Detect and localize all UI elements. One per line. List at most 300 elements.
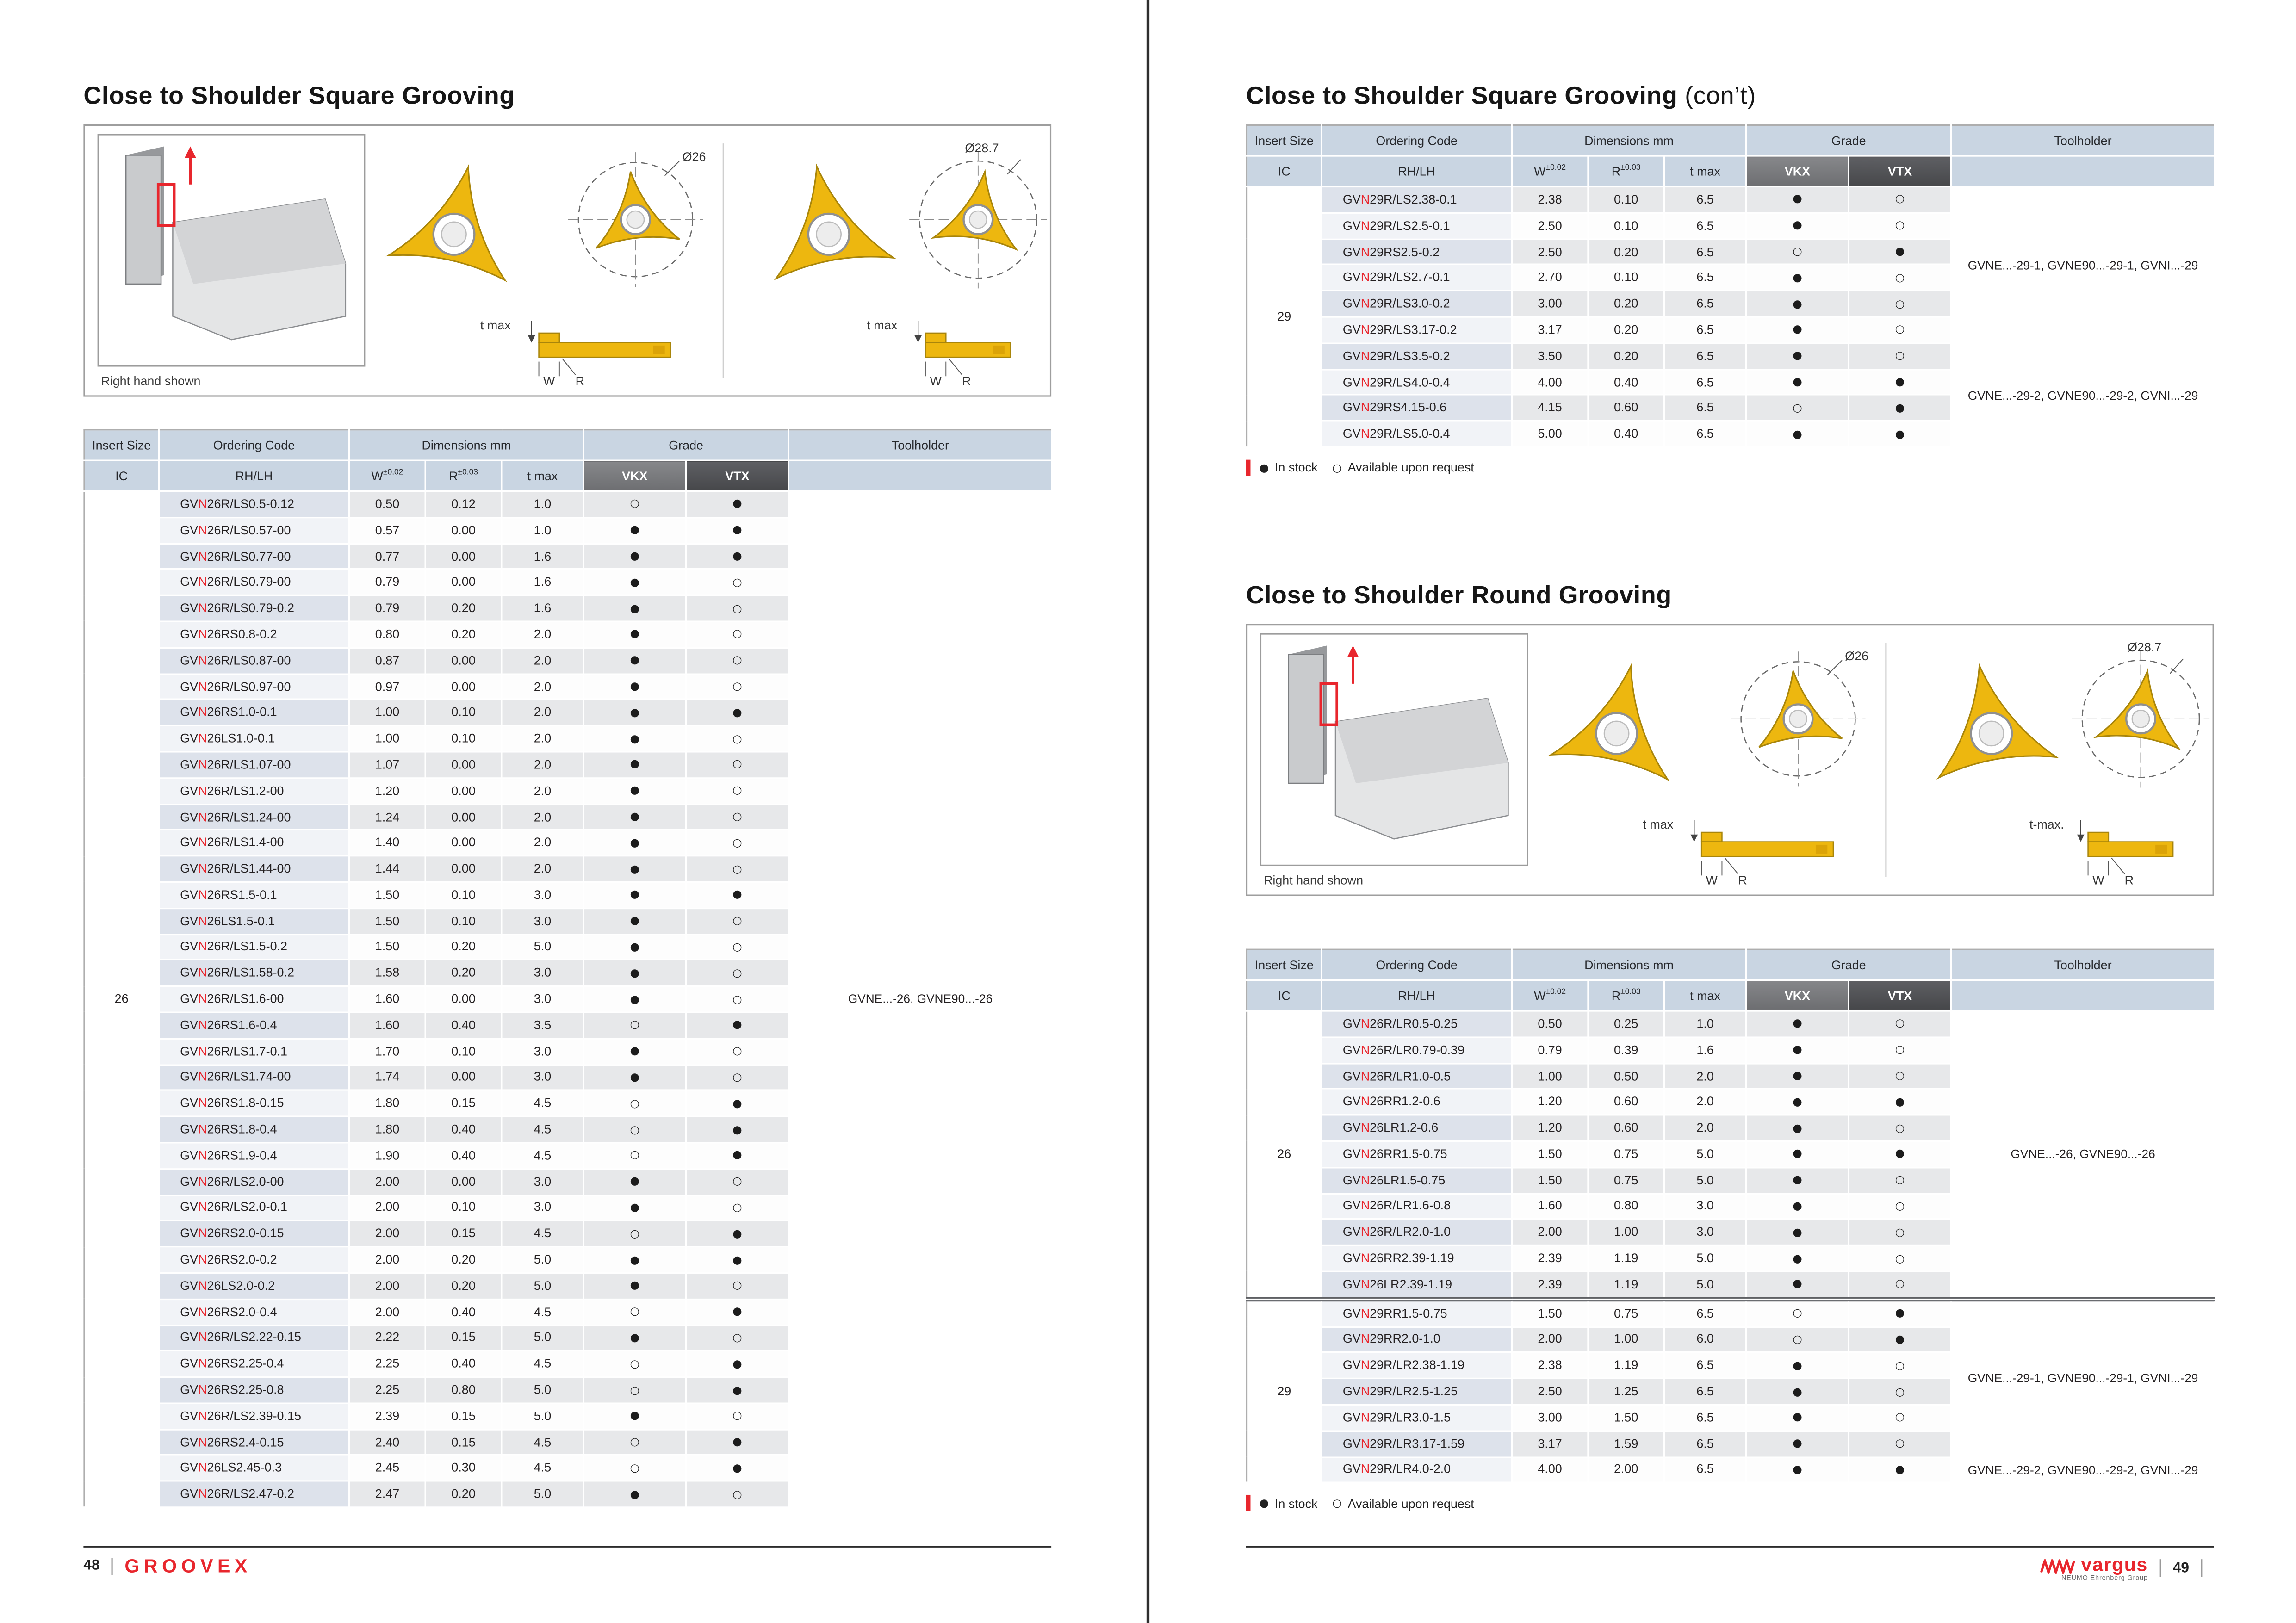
r-value: 0.15 [425, 1325, 502, 1351]
w-value: 1.20 [1512, 1115, 1588, 1141]
diameter-label-right: Ø28.7 [965, 141, 999, 155]
t-max-value: 6.5 [1664, 291, 1746, 317]
t-max-value: 5.0 [502, 1273, 583, 1299]
ordering-code-value: GVN26RS2.25-0.4 [159, 1351, 349, 1377]
t-max-value: 6.5 [1664, 213, 1746, 239]
available-label: Available upon request [1347, 1496, 1474, 1511]
t-max-value: 2.0 [502, 621, 583, 647]
page-left [83, 82, 1051, 1508]
grade-vkx-dot: ● [1746, 1115, 1849, 1141]
r-value: 0.10 [425, 1195, 502, 1220]
w-value: 2.38 [1512, 1352, 1588, 1378]
in-stock-label: In stock [1274, 1496, 1318, 1511]
w-value: 3.17 [1512, 317, 1588, 343]
grooving-illustration [85, 126, 1050, 395]
insert-side-view [480, 318, 670, 388]
round-grooving-title: Close to Shoulder Round Grooving [1246, 581, 1672, 609]
w-value: 1.50 [1512, 1167, 1588, 1193]
t-max-value: 4.5 [502, 1299, 583, 1325]
r-value: 0.20 [425, 1481, 502, 1507]
grade-vkx-dot: ● [583, 778, 686, 804]
insert-top-view [776, 167, 894, 279]
diameter-label-left: Ø26 [682, 150, 706, 164]
insert-top-view [596, 172, 680, 248]
grade-vtx-dot: ● [686, 1455, 789, 1481]
t-max-value: 3.0 [502, 1038, 583, 1064]
page-title-cont: Close to Shoulder Square Grooving (con’t) [1246, 82, 1756, 110]
grade-vtx-dot: ○ [686, 726, 789, 752]
col-w: $W^{\pm 0.02}$ [1512, 980, 1588, 1011]
illustration-panel-round [1246, 624, 2214, 896]
t-max-value: 6.5 [1664, 1352, 1746, 1378]
grade-vtx-dot: ○ [686, 1403, 789, 1429]
r-value: 0.30 [425, 1455, 502, 1481]
ordering-code-value: GVN26RR1.2-0.6 [1322, 1089, 1512, 1115]
w-value: 2.50 [1512, 1379, 1588, 1405]
ordering-code-value: GVN26LR1.2-0.6 [1322, 1115, 1512, 1141]
r-value: 0.10 [425, 700, 502, 725]
feed-arrow-icon [185, 146, 196, 158]
grade-vtx-dot: ● [686, 1429, 789, 1455]
t-max-value: 1.0 [1664, 1011, 1746, 1037]
machining-diagram [1289, 645, 1508, 839]
r-value: 0.00 [425, 1169, 502, 1195]
insert-top-view [1759, 671, 1843, 747]
grade-vtx-dot: ○ [1849, 1220, 1951, 1245]
w-value: 1.80 [349, 1116, 426, 1142]
ordering-code-value: GVN26RS2.4-0.15 [159, 1429, 349, 1455]
grade-vtx-dot: ○ [1849, 1405, 1951, 1431]
grade-vkx-dot: ● [1746, 1011, 1849, 1037]
svg-text:t-max.: t-max. [2029, 818, 2064, 832]
insert-circle-view [909, 151, 1047, 288]
in-stock-label: In stock [1274, 460, 1318, 475]
t-max-value: 2.0 [502, 726, 583, 752]
t-max-value: 1.0 [502, 491, 583, 517]
grade-vkx-dot: ● [583, 1325, 686, 1351]
svg-text:R: R [575, 374, 585, 388]
legend-red-bar [1246, 1495, 1250, 1511]
ordering-code-value: GVN26RS1.9-0.4 [159, 1143, 349, 1169]
w-value: 2.00 [349, 1195, 426, 1220]
ordering-code-value: GVN29R/LR2.5-1.25 [1322, 1379, 1512, 1405]
t-max-value: 2.0 [502, 700, 583, 725]
grade-vtx-dot: ○ [686, 1481, 789, 1507]
r-value: 0.00 [425, 543, 502, 569]
grade-vtx-dot: ○ [686, 1273, 789, 1299]
w-value: 3.17 [1512, 1431, 1588, 1456]
col-toolholder-blank [1951, 980, 2215, 1011]
vargus-logo [2040, 1555, 2148, 1582]
r-value: 0.00 [425, 1065, 502, 1090]
r-value: 0.20 [425, 1273, 502, 1299]
r-value: 2.00 [1588, 1457, 1664, 1483]
w-value: 0.77 [349, 543, 426, 569]
grade-vtx-dot: ○ [686, 570, 789, 595]
grade-vkx-dot: ● [1746, 1379, 1849, 1405]
ordering-code-value: GVN29R/LR2.38-1.19 [1322, 1352, 1512, 1378]
r-value: 0.20 [1588, 343, 1664, 369]
r-value: 0.10 [425, 726, 502, 752]
ordering-code-value: GVN26R/LS1.7-0.1 [159, 1038, 349, 1064]
w-value: 1.58 [349, 960, 426, 986]
grade-vtx-dot: ○ [686, 1169, 789, 1195]
insert-size-value: 26 [1247, 1011, 1322, 1299]
ordering-code-value: GVN26R/LS2.39-0.15 [159, 1403, 349, 1429]
w-value: 1.50 [349, 908, 426, 934]
square-grooving-table-cont [1246, 124, 2214, 448]
grade-vkx-dot: ○ [583, 1143, 686, 1169]
col-rh-lh: RH/LH [159, 460, 349, 491]
t-max-value: 4.5 [502, 1090, 583, 1116]
col-insert-size: Insert Size [1247, 125, 1322, 156]
available-dot-icon: ○ [1332, 1497, 1342, 1510]
w-value: 0.50 [1512, 1011, 1588, 1037]
svg-text:t max: t max [480, 318, 511, 333]
w-value: 1.60 [1512, 1193, 1588, 1219]
feed-arrow-icon [1347, 645, 1359, 657]
col-w: $W^{\pm 0.02}$ [349, 460, 426, 491]
toolholder-value: GVNE...-29-1, GVNE90...-29-1, GVNI...-29 [1951, 186, 2215, 343]
illustration-caption: Right hand shown [1263, 873, 1364, 887]
r-value: 0.00 [425, 778, 502, 804]
ordering-code-value: GVN26R/LS1.4-00 [159, 830, 349, 856]
w-value: 3.00 [1512, 291, 1588, 317]
t-max-value: 5.0 [502, 1247, 583, 1273]
t-max-value: 3.0 [502, 908, 583, 934]
insert-top-view [1939, 666, 2056, 778]
insert-top-view [933, 172, 1016, 249]
grade-vkx-dot: ● [1746, 1431, 1849, 1456]
r-value: 0.20 [425, 595, 502, 621]
grade-vkx-dot: ● [1746, 317, 1849, 343]
col-vtx: VTX [686, 460, 789, 491]
r-value: 1.19 [1588, 1245, 1664, 1271]
t-max-value: 6.5 [1664, 421, 1746, 447]
r-value: 0.40 [425, 1116, 502, 1142]
grade-vtx-dot: ● [686, 1247, 789, 1273]
toolholder-value: GVNE...-26, GVNE90...-26 [788, 491, 1052, 1507]
r-value: 0.15 [425, 1221, 502, 1247]
grade-vtx-dot: ● [686, 1116, 789, 1142]
table-row [1247, 1299, 2215, 1326]
available-dot-icon: ○ [1332, 461, 1342, 475]
t-max-value: 6.5 [1664, 186, 1746, 212]
w-value: 1.24 [349, 804, 426, 830]
grade-vtx-dot: ● [686, 1377, 789, 1403]
page-number: 48 [83, 1558, 100, 1574]
col-insert-size: Insert Size [84, 430, 159, 460]
ordering-code-value: GVN26R/LS1.74-00 [159, 1065, 349, 1090]
w-value: 1.07 [349, 752, 426, 778]
r-value: 0.50 [1588, 1063, 1664, 1089]
w-value: 1.74 [349, 1065, 426, 1090]
t-max-value: 1.6 [502, 595, 583, 621]
grade-vkx-dot: ● [1746, 421, 1849, 447]
t-max-value: 6.5 [1664, 395, 1746, 421]
t-max-value: 6.5 [1664, 369, 1746, 395]
grade-vkx-dot: ● [1746, 1220, 1849, 1245]
in-stock-dot-icon: ● [1259, 461, 1269, 475]
w-value: 2.50 [1512, 213, 1588, 239]
r-value: 1.19 [1588, 1352, 1664, 1378]
page-title: Close to Shoulder Square Grooving [83, 82, 515, 110]
insert-top-view [2096, 671, 2179, 749]
r-value: 0.00 [425, 804, 502, 830]
t-max-value: 3.5 [502, 1012, 583, 1038]
t-max-value: 6.5 [1664, 1431, 1746, 1456]
page-number: 49 [2172, 1560, 2189, 1577]
grade-vkx-dot: ● [583, 752, 686, 778]
w-value: 1.44 [349, 856, 426, 882]
grade-vtx-dot: ○ [1849, 1431, 1951, 1456]
insert-circle-view [1731, 651, 1865, 786]
r-value: 0.20 [1588, 291, 1664, 317]
page-gutter-line [1147, 0, 1149, 1623]
grade-vtx-dot: ● [686, 1090, 789, 1116]
t-max-value: 5.0 [502, 1377, 583, 1403]
t-max-value: 1.6 [1664, 1037, 1746, 1063]
w-value: 2.70 [1512, 265, 1588, 291]
grade-vkx-dot: ● [583, 648, 686, 674]
grade-vkx-dot: ● [583, 726, 686, 752]
insert-side-view [2029, 818, 2173, 887]
ordering-code-value: GVN29R/LR3.17-1.59 [1322, 1431, 1512, 1456]
grade-vkx-dot: ○ [583, 1090, 686, 1116]
col-dimensions: Dimensions mm [349, 430, 583, 460]
grade-vtx-dot: ○ [686, 778, 789, 804]
t-max-value: 2.0 [502, 778, 583, 804]
col-t-max: t max [502, 460, 583, 491]
grade-vkx-dot: ○ [583, 1351, 686, 1377]
ordering-code-value: GVN26RS1.8-0.4 [159, 1116, 349, 1142]
grade-vkx-dot: ● [1746, 1457, 1849, 1483]
col-grade: Grade [1746, 125, 1951, 156]
r-value: 0.00 [425, 648, 502, 674]
grade-vkx-dot: ● [583, 1065, 686, 1090]
r-value: 0.10 [425, 882, 502, 908]
table-row [1247, 1457, 2215, 1483]
ordering-code-value: GVN26R/LS0.5-0.12 [159, 491, 349, 517]
ordering-code-value: GVN29R/LR3.0-1.5 [1322, 1405, 1512, 1431]
svg-text:R: R [1738, 873, 1747, 887]
grade-vtx-dot: ○ [686, 830, 789, 856]
w-value: 2.25 [349, 1377, 426, 1403]
col-vtx: VTX [1849, 156, 1951, 186]
ordering-code-value: GVN26R/LS2.0-0.1 [159, 1195, 349, 1220]
w-value: 1.80 [349, 1090, 426, 1116]
svg-text:W: W [1706, 873, 1718, 887]
footer-divider [112, 1557, 113, 1574]
grade-vtx-dot: ● [1849, 395, 1951, 421]
grade-vtx-dot: ○ [686, 621, 789, 647]
ordering-code-value: GVN26R/LS1.44-00 [159, 856, 349, 882]
r-value: 0.60 [1588, 395, 1664, 421]
in-stock-dot-icon: ● [1259, 1497, 1269, 1510]
ordering-code-value: GVN29R/LS3.17-0.2 [1322, 317, 1512, 343]
grade-vtx-dot: ● [1849, 1457, 1951, 1483]
r-value: 0.00 [425, 752, 502, 778]
ordering-code-value: GVN26R/LS1.6-00 [159, 986, 349, 1012]
grade-vtx-dot: ○ [1849, 1115, 1951, 1141]
r-value: 0.20 [425, 621, 502, 647]
grade-vkx-dot: ● [583, 517, 686, 543]
grade-vtx-dot: ● [686, 1143, 789, 1169]
w-value: 1.50 [1512, 1141, 1588, 1167]
t-max-value: 2.0 [502, 804, 583, 830]
col-ordering-code: Ordering Code [1322, 125, 1512, 156]
grade-vkx-dot: ● [583, 830, 686, 856]
t-max-value: 3.0 [502, 1195, 583, 1220]
w-value: 0.87 [349, 648, 426, 674]
col-ic: IC [1247, 156, 1322, 186]
stock-legend [1246, 460, 2214, 476]
col-vkx: VKX [1746, 156, 1849, 186]
grade-vkx-dot: ● [583, 1403, 686, 1429]
grade-vtx-dot: ● [686, 543, 789, 569]
t-max-value: 3.0 [502, 986, 583, 1012]
r-value: 0.40 [1588, 421, 1664, 447]
table-row [1247, 343, 2215, 369]
t-max-value: 3.0 [502, 1169, 583, 1195]
r-value: 0.20 [425, 934, 502, 960]
grade-vtx-dot: ○ [686, 856, 789, 882]
r-value: 0.80 [1588, 1193, 1664, 1219]
w-value: 2.22 [349, 1325, 426, 1351]
t-max-value: 5.0 [1664, 1245, 1746, 1271]
t-max-value: 1.6 [502, 543, 583, 569]
grade-vtx-dot: ○ [1849, 1063, 1951, 1089]
r-value: 0.40 [425, 1351, 502, 1377]
vargus-mark-icon [2040, 1559, 2078, 1574]
ordering-code-value: GVN26R/LR1.6-0.8 [1322, 1193, 1512, 1219]
r-value: 0.80 [425, 1377, 502, 1403]
t-max-value: 6.5 [1664, 1379, 1746, 1405]
grade-vkx-dot: ● [1746, 186, 1849, 212]
grade-vkx-dot: ● [583, 1169, 686, 1195]
ordering-code-value: GVN26R/LS2.22-0.15 [159, 1325, 349, 1351]
ordering-code-value: GVN26RS1.0-0.1 [159, 700, 349, 725]
r-value: 0.75 [1588, 1141, 1664, 1167]
available-label: Available upon request [1347, 460, 1474, 475]
col-ordering-code: Ordering Code [1322, 949, 1512, 980]
w-value: 0.79 [1512, 1037, 1588, 1063]
table-header-row-2 [1247, 156, 2215, 186]
t-max-value: 2.0 [1664, 1063, 1746, 1089]
r-value: 0.15 [425, 1429, 502, 1455]
grade-vtx-dot: ○ [1849, 1037, 1951, 1063]
vargus-subtitle: NEUMO Ehrenberg Group [2061, 1573, 2148, 1581]
t-max-value: 6.5 [1664, 1405, 1746, 1431]
grade-vkx-dot: ● [1746, 1089, 1849, 1115]
w-value: 0.50 [349, 491, 426, 517]
ordering-code-value: GVN26R/LR0.5-0.25 [1322, 1011, 1512, 1037]
col-rh-lh: RH/LH [1322, 980, 1512, 1011]
r-value: 0.00 [425, 570, 502, 595]
grade-vtx-dot: ● [686, 491, 789, 517]
catalog-table [1246, 124, 2215, 448]
w-value: 1.50 [349, 934, 426, 960]
grade-vtx-dot: ○ [686, 934, 789, 960]
ordering-code-value: GVN29R/LS3.5-0.2 [1322, 343, 1512, 369]
col-toolholder: Toolholder [1951, 125, 2215, 156]
col-toolholder: Toolholder [1951, 949, 2215, 980]
w-value: 4.00 [1512, 1457, 1588, 1483]
grade-vkx-dot: ● [583, 960, 686, 986]
grade-vkx-dot: ● [583, 543, 686, 569]
insert-top-view [389, 167, 505, 280]
t-max-value: 4.5 [502, 1221, 583, 1247]
grade-vtx-dot: ● [686, 517, 789, 543]
catalog-table [83, 429, 1053, 1508]
t-max-value: 5.0 [1664, 1167, 1746, 1193]
footer-divider [2159, 1560, 2161, 1577]
r-value: 0.00 [425, 674, 502, 700]
w-value: 1.00 [349, 726, 426, 752]
grade-vkx-dot: ● [583, 986, 686, 1012]
grade-vtx-dot: ● [686, 1351, 789, 1377]
t-max-value: 5.0 [502, 1481, 583, 1507]
table-header-row-1 [84, 430, 1052, 460]
table-header-row-2 [1247, 980, 2215, 1011]
diameter-label-right: Ø28.7 [2128, 640, 2162, 655]
w-value: 3.50 [1512, 343, 1588, 369]
grade-vtx-dot: ● [686, 700, 789, 725]
grade-vkx-dot: ● [583, 882, 686, 908]
t-max-value: 4.5 [502, 1116, 583, 1142]
w-value: 0.79 [349, 595, 426, 621]
r-value: 1.50 [1588, 1405, 1664, 1431]
grade-vkx-dot: ● [583, 908, 686, 934]
grade-vkx-dot: ● [583, 674, 686, 700]
r-value: 0.10 [1588, 213, 1664, 239]
r-value: 0.00 [425, 517, 502, 543]
grade-vkx-dot: ○ [583, 1221, 686, 1247]
grade-vtx-dot: ○ [1849, 213, 1951, 239]
grade-vtx-dot: ○ [1849, 1379, 1951, 1405]
ordering-code-value: GVN26R/LS2.47-0.2 [159, 1481, 349, 1507]
r-value: 0.00 [425, 830, 502, 856]
grade-vtx-dot: ● [686, 1221, 789, 1247]
grade-vkx-dot: ● [583, 934, 686, 960]
ordering-code-value: GVN26R/LR1.0-0.5 [1322, 1063, 1512, 1089]
grade-vtx-dot: ● [1849, 1299, 1951, 1326]
illustration-panel-square [83, 124, 1051, 397]
grade-vtx-dot: ● [686, 882, 789, 908]
r-value: 0.40 [425, 1299, 502, 1325]
t-max-value: 4.5 [502, 1143, 583, 1169]
grade-vtx-dot: ○ [686, 674, 789, 700]
ordering-code-value: GVN26RS1.6-0.4 [159, 1012, 349, 1038]
grade-vtx-dot: ● [686, 1012, 789, 1038]
ordering-code-value: GVN26LS1.5-0.1 [159, 908, 349, 934]
grade-vtx-dot: ○ [1849, 265, 1951, 291]
t-max-value: 6.5 [1664, 1457, 1746, 1483]
square-grooving-table [83, 429, 1051, 1508]
footer-right [1246, 1546, 2214, 1582]
grade-vkx-dot: ○ [1746, 239, 1849, 265]
grade-vkx-dot: ● [1746, 1193, 1849, 1219]
grade-vtx-dot: ○ [686, 1065, 789, 1090]
insert-circle-view [2072, 650, 2209, 787]
w-value: 2.00 [1512, 1326, 1588, 1352]
r-value: 0.00 [425, 986, 502, 1012]
grade-vtx-dot: ● [1849, 1089, 1951, 1115]
t-max-value: 2.0 [1664, 1089, 1746, 1115]
r-value: 1.19 [1588, 1271, 1664, 1299]
grade-vkx-dot: ● [1746, 1063, 1849, 1089]
w-value: 1.60 [349, 1012, 426, 1038]
